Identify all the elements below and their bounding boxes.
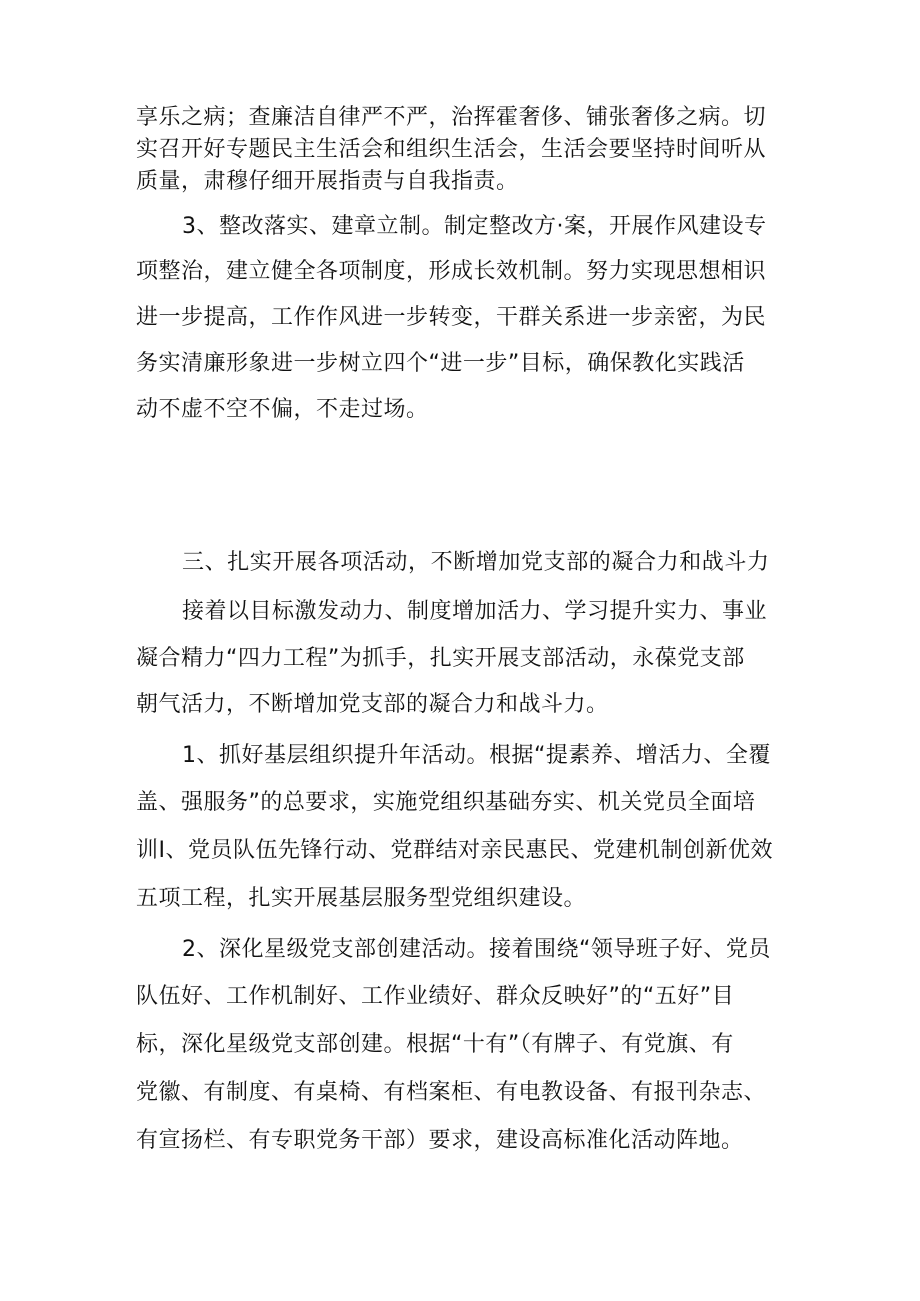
paragraph-1-line-1: 享乐之病；查廉洁自律严不严，治挥霍奢侈、铺张奢侈之病。切: [136, 105, 767, 130]
paragraph-2-line-4: 务实清廉形象进一步树立四个“进一步”目标，确保教化实践活: [136, 351, 745, 376]
paragraph-5-line-4: 党徽、有制度、有桌椅、有档案柜、有电教设备、有报刊杂志、: [136, 1080, 767, 1105]
paragraph-2-line-2: 项整治，建立健全各项制度，形成长效机制。努力实现思想相识: [136, 259, 767, 284]
paragraph-5-line-3: 标，深化星级党支部创建。根据“十有”（有牌子、有党旗、有: [136, 1032, 734, 1057]
section-heading-3: 三、扎实开展各项活动，不断增加党支部的凝合力和战斗力: [182, 550, 770, 575]
paragraph-5-line-1: 2、深化星级党支部创建活动。接着围绕“领导班子好、党员: [182, 937, 771, 962]
paragraph-3-line-1: 接着以目标激发动力、制度增加活力、学习提升实力、事业: [182, 599, 768, 624]
paragraph-3-line-3: 朝气活力，不断增加党支部的凝合力和战斗力。: [136, 692, 609, 717]
paragraph-2-line-1: 3、整改落实、建章立制。制定整改方·案，开展作风建设专: [182, 214, 767, 239]
paragraph-4-line-3: 训I、党员队伍先锋行动、党群结对亲民惠民、党建机制创新优效: [136, 838, 773, 863]
paragraph-3-line-2: 凝合精力“四力工程”为抓手，扎实开展支部活动，永葆党支部: [136, 646, 745, 671]
paragraph-2-line-5: 动不虚不空不偏，不走过场。: [136, 397, 429, 422]
paragraph-1-line-3: 质量，肃穆仔细开展指责与自我指责。: [136, 169, 519, 194]
paragraph-4-line-2: 盖、强服务”的总要求，实施党组织基础夯实、机关党员全面培: [136, 790, 756, 815]
paragraph-5-line-2: 队伍好、工作机制好、工作业绩好、群众反映好”的“五好”目: [136, 984, 735, 1009]
paragraph-4-line-1: 1、抓好基层组织提升年活动。根据“提素养、增活力、全覆: [182, 743, 771, 768]
paragraph-1-line-2: 实召开好专题民主生活会和组织生活会，生活会要坚持时间听从: [136, 137, 767, 162]
paragraph-4-line-4: 五项工程，扎实开展基层服务型党组织建设。: [136, 886, 587, 911]
paragraph-5-line-5: 有宣扬栏、有专职党务干部）要求，建设高标准化活动阵地。: [136, 1128, 744, 1153]
paragraph-2-line-3: 进一步提高，工作作风进一步转变，干群关系进一步亲密，为民: [136, 305, 767, 330]
